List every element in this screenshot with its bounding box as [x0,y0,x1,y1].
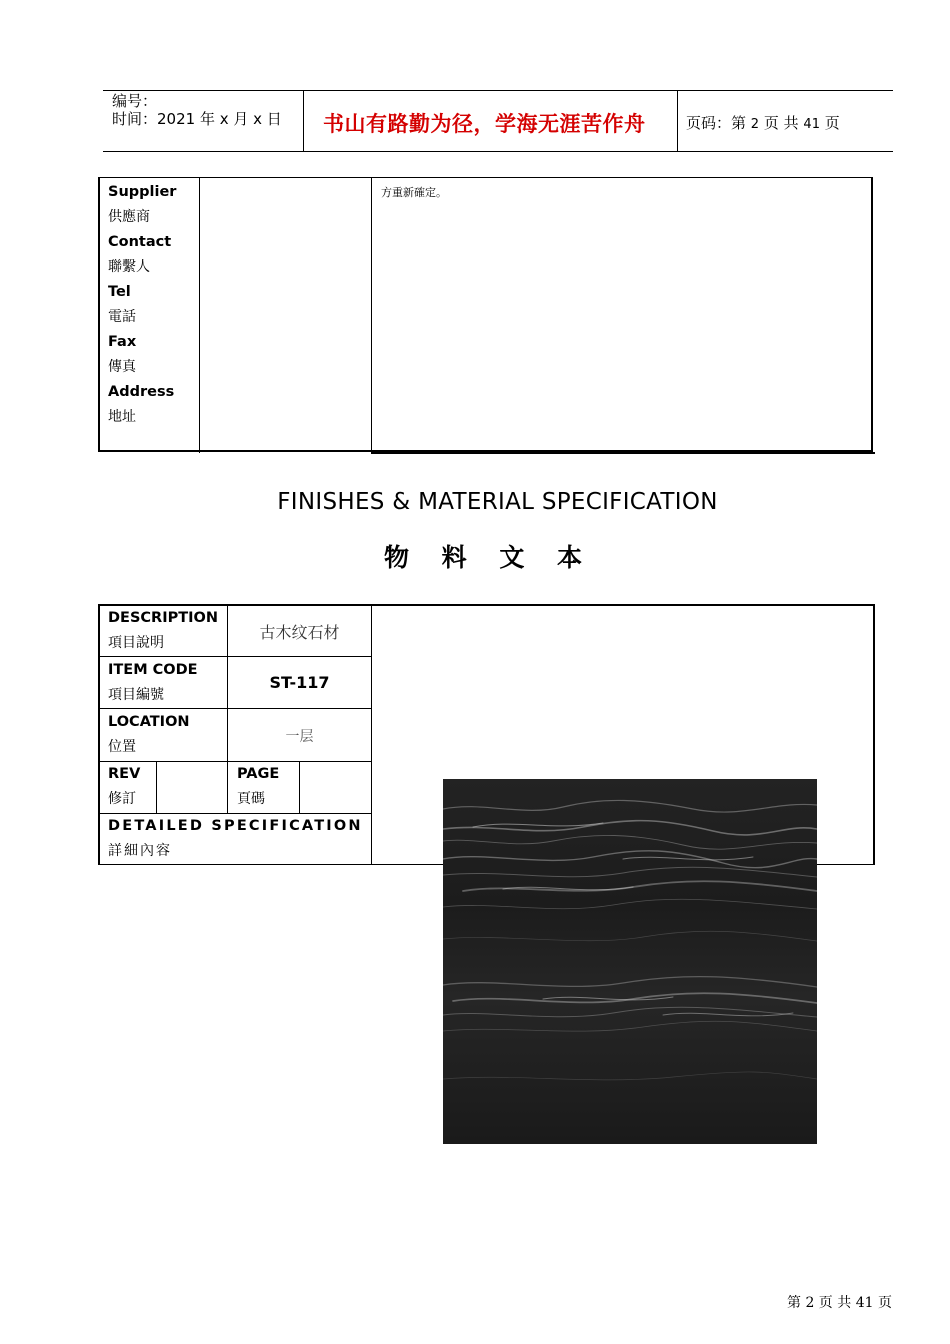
spec-row-rule-2 [98,708,371,709]
description-label-zh: 項目說明 [108,635,164,651]
page-mid: 页 共 [763,114,799,132]
marble-material-image [443,779,817,1144]
description-value: 古木纹石材 [259,623,340,642]
supplier-table-divider-1 [199,177,200,453]
location-label [108,710,190,760]
page-total: 41 [803,117,820,132]
fax-label-en: Fax [108,334,137,350]
supplier-labels [108,180,198,430]
header-divider-1 [303,90,304,152]
detailed-spec-label [108,814,363,864]
page-title-english: FINISHES & MATERIAL SPECIFICATION [277,489,718,515]
item-code-value: ST-117 [269,673,330,692]
rev-label-zh: 修訂 [108,791,136,807]
header-top-rule [103,90,893,91]
contact-label-en: Contact [108,234,172,250]
supplier-table-divider-2 [371,177,372,454]
page-prefix: 页码：第 [686,114,747,132]
spec-right-column-divider [371,604,372,865]
location-value: 一层 [285,729,314,745]
header-page-info [686,112,840,133]
detailed-spec-label-en: DETAILED SPECIFICATION [108,818,363,834]
item-code-label-en: ITEM CODE [108,662,198,678]
fax-label-zh: 傳真 [108,359,136,375]
supplier-label-zh: 供應商 [108,209,150,225]
page-label-en: PAGE [237,766,280,782]
supplier-note: 方重新確定。 [381,186,447,199]
header-divider-2 [677,90,678,152]
header-bottom-rule [103,151,893,152]
rev-label [108,762,140,812]
contact-label-zh: 聯繫人 [108,259,150,275]
page-label [237,762,279,812]
spec-row-rule-1 [98,656,371,657]
time-text: 时间：2021 年 x 月 x 日 [112,110,282,128]
spec-rev-divider-1 [156,761,157,813]
spec-rev-divider-2 [227,761,228,813]
tel-label-en: Tel [108,284,131,300]
page-label-zh: 頁碼 [237,791,265,807]
page-footer: 第 2 页 共 41 页 [787,1295,892,1311]
description-label [108,606,218,656]
supplier-label-en: Supplier [108,184,177,200]
location-label-en: LOCATION [108,714,190,730]
address-label-zh: 地址 [108,409,136,425]
header-motto: 书山有路勤为径，学海无涯苦作舟 [323,111,646,136]
page-current: 2 [750,117,760,132]
supplier-table-bottom-rule [371,452,875,454]
detailed-spec-label-zh: 詳細內容 [108,843,172,859]
tel-label-zh: 電話 [108,309,136,325]
spec-rev-divider-3 [299,761,300,813]
supplier-table [98,177,873,452]
item-code-label [108,658,198,708]
page-suffix: 页 [824,114,840,132]
item-code-label-zh: 項目編號 [108,687,164,703]
page-title-chinese: 物 料 文 本 [383,543,595,572]
location-label-zh: 位置 [108,739,136,755]
description-label-en: DESCRIPTION [108,610,218,626]
rev-label-en: REV [108,766,141,782]
address-label-en: Address [108,384,175,400]
serial-label: 编号： [112,92,158,110]
